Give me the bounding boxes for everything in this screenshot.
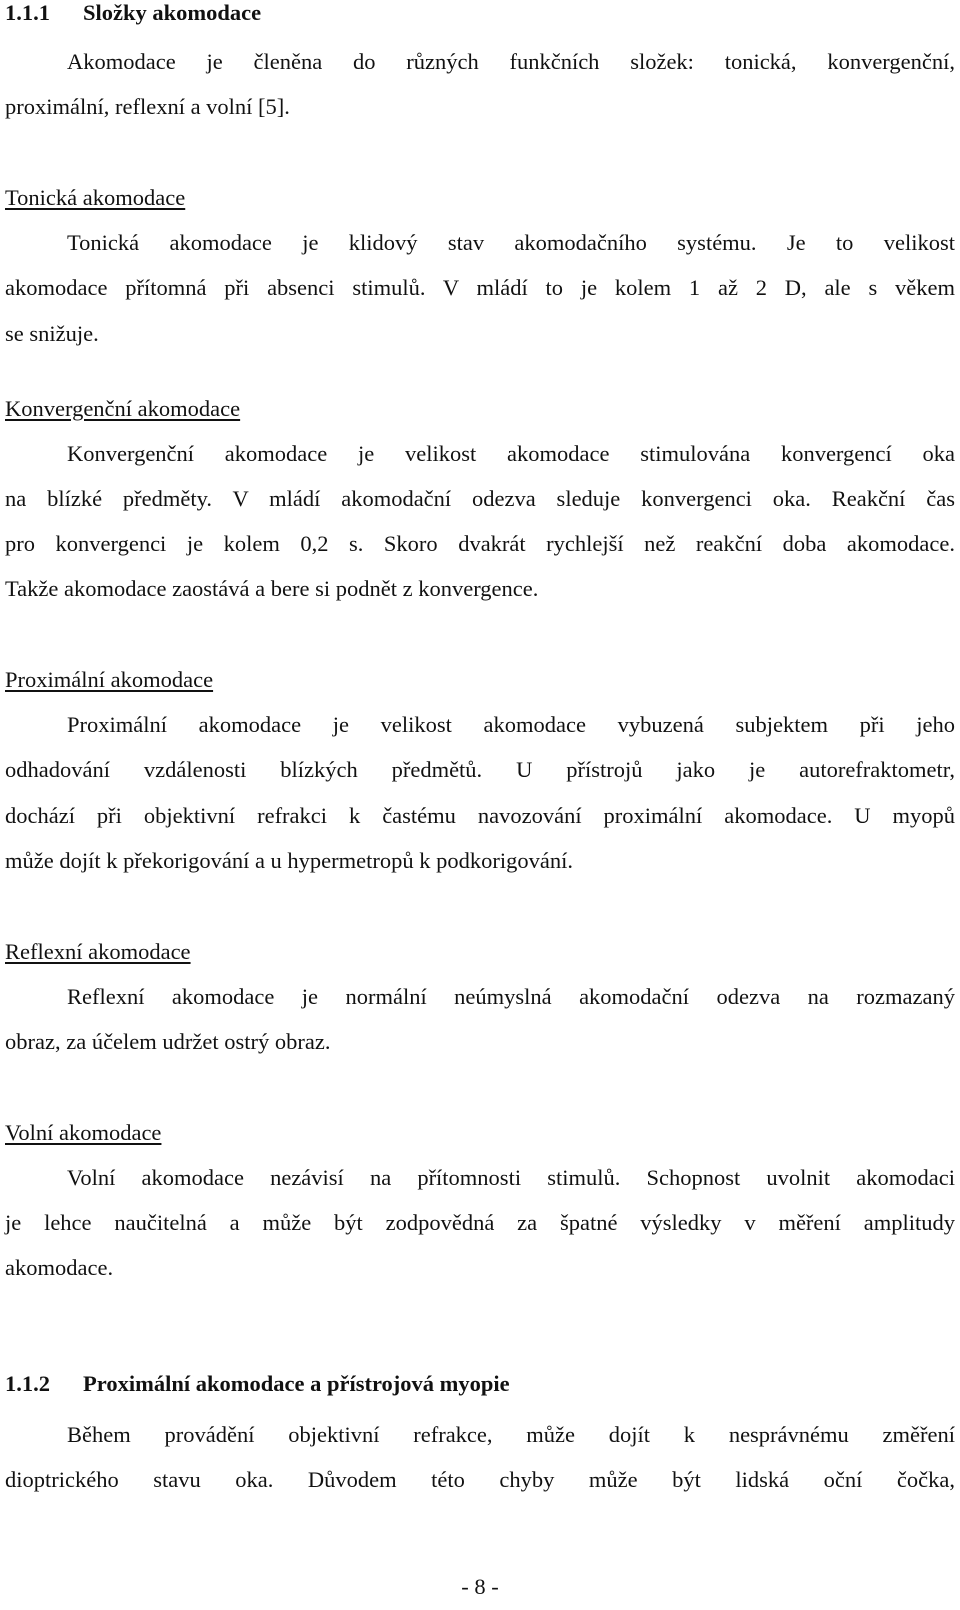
section-heading-1-1-1	[5, 0, 261, 26]
section-title: Proximální akomodace a přístrojová myopie	[83, 1371, 510, 1396]
section-heading-1-1-2	[5, 1371, 510, 1397]
section-number: 1.1.1	[5, 0, 50, 25]
section-number: 1.1.2	[5, 1371, 50, 1396]
section-title: Složky akomodace	[83, 0, 262, 25]
convergent-line-4: Takže akomodace zaostává a bere si podnět z konvergence.	[5, 576, 539, 601]
reflex-line-1: Reflexní akomodace je normální neúmyslná akomodační odezva na rozmazaný	[67, 984, 955, 1009]
section-2-line-1: Během provádění objektivní refrakce, může dojít k nesprávnému změření	[67, 1422, 955, 1447]
section-2-line-2: dioptrického stavu oka. Důvodem této chyby může být lidská oční čočka,	[5, 1467, 955, 1492]
page-number: - 8 -	[461, 1574, 499, 1599]
tonic-line-3: se snižuje.	[5, 321, 99, 346]
voluntary-line-3: akomodace.	[5, 1255, 114, 1280]
convergent-line-3: pro konvergenci je kolem 0,2 s. Skoro dvakrát rychlejší než reakční doba akomodace.	[5, 531, 955, 556]
voluntary-heading: Volní akomodace	[5, 1120, 162, 1145]
convergent-line-1: Konvergenční akomodace je velikost akomodace stimulována konvergencí oka	[67, 441, 955, 466]
proximal-line-1: Proximální akomodace je velikost akomodace vybuzená subjektem při jeho	[67, 712, 955, 737]
reflex-line-2: obraz, za účelem udržet ostrý obraz.	[5, 1029, 331, 1054]
tonic-line-2: akomodace přítomná při absenci stimulů. V mládí to je kolem 1 až 2 D, ale s věkem	[5, 275, 955, 300]
convergent-line-2: na blízké předměty. V mládí akomodační odezva sleduje konvergenci oka. Reakční čas	[5, 486, 955, 511]
intro-line-2: proximální, reflexní a volní [5].	[5, 94, 290, 119]
tonic-line-1: Tonická akomodace je klidový stav akomodačního systému. Je to velikost	[67, 230, 955, 255]
proximal-heading: Proximální akomodace	[5, 667, 214, 692]
proximal-line-3: dochází při objektivní refrakci k častému navozování proximální akomodace. U myopů	[5, 803, 955, 828]
reflex-heading: Reflexní akomodace	[5, 939, 191, 964]
intro-line-1: Akomodace je členěna do různých funkčních složek: tonická, konvergenční,	[67, 49, 955, 74]
voluntary-line-1: Volní akomodace nezávisí na přítomnosti stimulů. Schopnost uvolnit akomodaci	[67, 1165, 955, 1190]
document-page	[5, 0, 955, 1610]
proximal-line-4: může dojít k překorigování a u hypermetropů k podkorigování.	[5, 848, 573, 873]
tonic-heading: Tonická akomodace	[5, 185, 186, 210]
voluntary-line-2: je lehce naučitelná a může být zodpovědná za špatné výsledky v měření amplitudy	[5, 1210, 955, 1235]
proximal-line-2: odhadování vzdálenosti blízkých předmětů. U přístrojů jako je autorefraktometr,	[5, 757, 955, 782]
convergent-heading: Konvergenční akomodace	[5, 396, 241, 421]
